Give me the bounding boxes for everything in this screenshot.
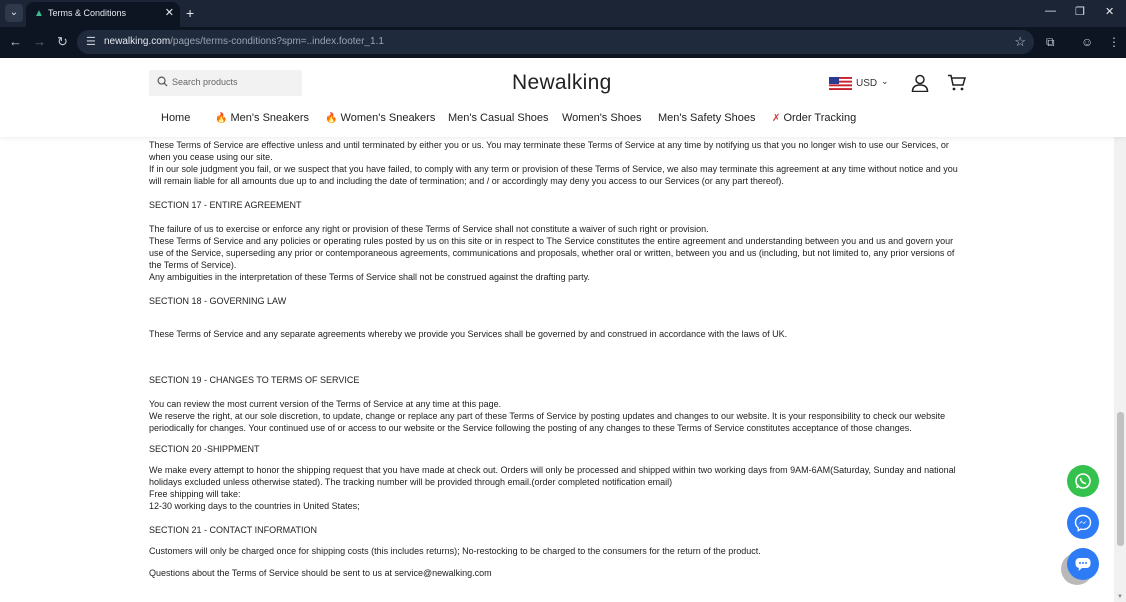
paragraph: Any ambiguities in the interpretation of these Terms of Service shall not be construed against the drafting party. (149, 272, 590, 282)
tab-search-chevron-icon[interactable]: ⌄ (5, 4, 23, 22)
us-flag-icon (829, 77, 852, 90)
section-heading: SECTION 18 - GOVERNING LAW (149, 296, 287, 306)
chat-button[interactable] (1067, 548, 1099, 580)
browser-menu-icon[interactable]: ⋮ (1108, 35, 1120, 49)
tab-close-icon[interactable]: ✕ (164, 7, 174, 19)
paragraph: The failure of us to exercise or enforce any right or provision of these Terms of Service shall not constitute a waiver of such right or provision. (149, 224, 709, 234)
whatsapp-icon (1074, 472, 1092, 490)
minimize-icon[interactable]: — (1045, 5, 1056, 17)
whatsapp-button[interactable] (1067, 465, 1099, 497)
paragraph: Free shipping will take: (149, 489, 241, 499)
paragraph: These Terms of Service are effective unless and until terminated by either you or us. You may terminate these Terms of Service at any time by notifying us that you no longer wish to use our Services, or when you cease using our site. (149, 140, 949, 162)
site-favicon-icon: ▲ (34, 8, 44, 19)
main-navigation (0, 112, 1126, 130)
paragraph: Customers will only be charged once for shipping costs (this includes returns); No-restocking to be charged to the consumers for the return of the product. (149, 546, 761, 556)
cart-icon[interactable] (947, 74, 966, 91)
section-heading: SECTION 20 -SHIPPMENT (149, 444, 260, 454)
tools-icon: ✗ (772, 113, 781, 124)
account-icon[interactable] (911, 74, 929, 92)
profile-icon[interactable]: ☺ (1081, 35, 1094, 49)
extensions-icon[interactable]: ⧉ (1046, 35, 1055, 49)
site-info-icon[interactable]: ☰ (86, 36, 96, 48)
section-heading: SECTION 17 - ENTIRE AGREEMENT (149, 200, 302, 210)
url-field[interactable] (77, 30, 1034, 54)
paragraph: Questions about the Terms of Service should be sent to us at service@newalking.com (149, 568, 492, 578)
browser-tab[interactable] (26, 2, 180, 27)
restore-icon[interactable]: ❐ (1075, 6, 1085, 18)
currency-label: USD (856, 78, 878, 89)
paragraph: You can review the most current version of the Terms of Service at any time at this page. (149, 399, 502, 409)
search-input[interactable] (149, 70, 302, 96)
fire-icon: 🔥 (215, 113, 228, 124)
chevron-down-icon: ⌄ (881, 76, 889, 86)
paragraph: These Terms of Service and any policies or operating rules posted by us on this site or in respect to The Service constitutes the entire agreement and understanding between you and us and govern your use of the Service, superseding any prior or contemporaneous agreements, communications and proposals, whether oral or written, between you and us (including, but not limited to, any prior versions of the Terms of Service). (149, 236, 955, 270)
paragraph: We reserve the right, at our sole discretion, to update, change or replace any part of these Terms of Service by posting updates and changes to our website. It is your responsibility to check our website periodically for changes. Your continued use of or access to our website or the Service following the posting of any changes to these Terms of Service constitutes acceptance of those changes. (149, 411, 946, 433)
paragraph: If in our sole judgment you fail, or we suspect that you have failed, to comply with any term or provision of these Terms of Service, we also may terminate this agreement at any time without notice and you will remain liable for all amounts due up to and including the date of termination; and / or accordingly may deny you access to our Services (or any part thereof). (149, 164, 958, 186)
window-close-icon[interactable]: ✕ (1105, 6, 1115, 18)
bookmark-star-icon[interactable]: ☆ (1014, 34, 1026, 49)
nav-home[interactable]: Home (161, 112, 191, 124)
nav-mens-sneakers[interactable]: 🔥 Men's Sneakers (215, 112, 310, 124)
scroll-down-icon[interactable]: ▼ (1117, 594, 1123, 600)
section-heading: SECTION 21 - CONTACT INFORMATION (149, 525, 318, 535)
messenger-button[interactable] (1067, 507, 1099, 539)
back-icon[interactable]: ← (9, 34, 22, 49)
site-logo[interactable]: Newalking (512, 71, 612, 94)
paragraph: We make every attempt to honor the shipping request that you have made at check out. Orders will only be processed and shipped within two working days from 9AM-6AM(Saturday, Sunday and national holidays excluded unless otherwise stated). The tracking number will be provided through email.(order completed notification email) (149, 465, 956, 487)
paragraph: These Terms of Service and any separate agreements whereby we provide you Services shall be governed by and construed in accordance with the laws of UK. (149, 329, 788, 339)
tab-title: Terms & Conditions (48, 8, 127, 18)
messenger-icon (1074, 514, 1092, 532)
fire-icon: 🔥 (325, 113, 338, 124)
reload-icon[interactable]: ↻ (57, 34, 68, 49)
site-header (0, 58, 1126, 137)
nav-womens-shoes[interactable]: Women's Shoes (562, 112, 642, 124)
scrollbar-thumb[interactable] (1117, 412, 1124, 546)
nav-womens-sneakers[interactable]: 🔥 Women's Sneakers (325, 112, 436, 124)
search-placeholder: Search products (172, 77, 238, 87)
paragraph: 12-30 working days to the countries in United States; (149, 501, 360, 511)
address-bar-row (0, 27, 1126, 58)
nav-mens-safety-shoes[interactable]: Men's Safety Shoes (658, 112, 756, 124)
nav-mens-casual-shoes[interactable]: Men's Casual Shoes (448, 112, 549, 124)
forward-icon[interactable]: → (33, 34, 46, 49)
page-scrollbar[interactable] (1114, 58, 1126, 602)
browser-tab-bar (0, 0, 1126, 27)
search-icon (157, 76, 168, 87)
url-text: newalking.com/pages/terms-conditions?spm=..index.footer_1.1 (104, 36, 384, 47)
new-tab-icon[interactable]: + (186, 5, 195, 21)
chat-bubble-icon (1074, 555, 1092, 573)
nav-order-tracking[interactable]: ✗ Order Tracking (772, 112, 857, 124)
section-heading: SECTION 19 - CHANGES TO TERMS OF SERVICE (149, 375, 360, 385)
